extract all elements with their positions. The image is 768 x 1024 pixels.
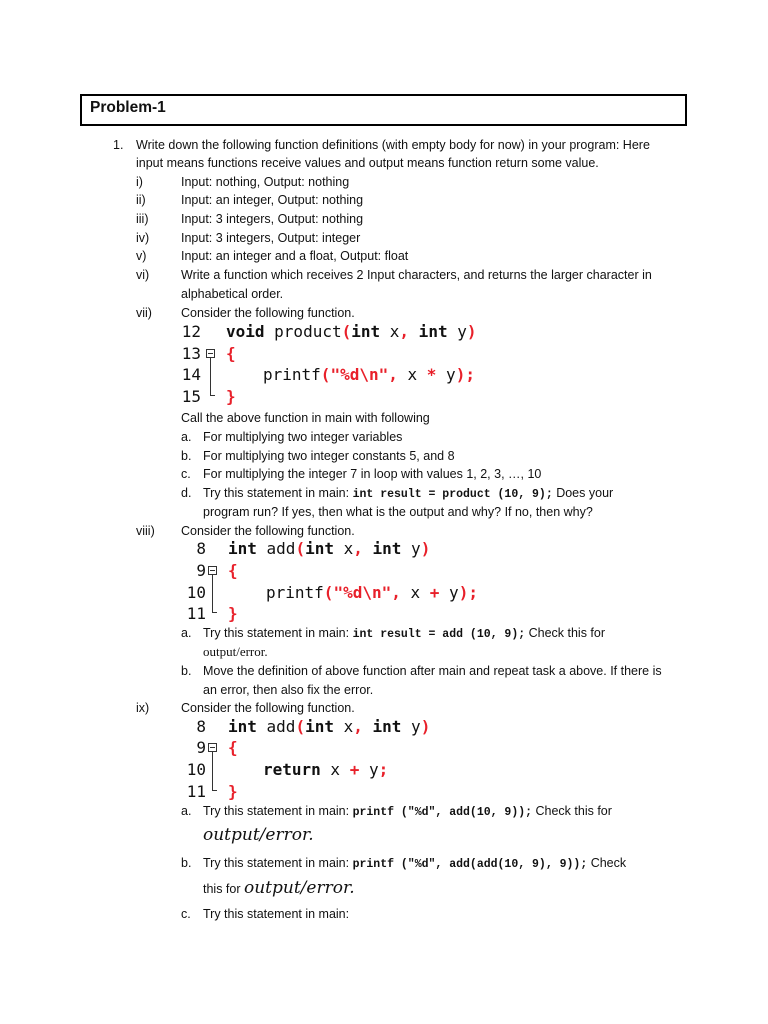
collapse-icon[interactable] xyxy=(208,566,217,575)
problem-title-box xyxy=(80,94,687,126)
item-num: ii) xyxy=(136,193,146,207)
collapse-icon[interactable] xyxy=(208,743,217,752)
sub-text: For multiplying two integer variables xyxy=(203,430,403,444)
item-num: iii) xyxy=(136,212,149,226)
sub-num: b. xyxy=(181,449,192,463)
fold-line xyxy=(210,358,211,395)
question-number: 1. xyxy=(113,138,124,152)
code-line: int add(int x, int y) xyxy=(228,717,431,736)
sub-text: Try this statement in main: printf ("%d", add(10, 9)); Check this for xyxy=(203,804,612,819)
sub-text: this for output/error. xyxy=(203,878,355,898)
sub-text-handwritten: output/error. xyxy=(203,825,314,845)
code-line: { xyxy=(228,561,238,580)
sub-num: a. xyxy=(181,626,192,640)
sub-text: Try this statement in main: int result = add (10, 9); Check this for xyxy=(203,626,606,641)
item-text: Consider the following function. xyxy=(181,524,355,538)
code-line: { xyxy=(228,738,238,757)
item-num: v) xyxy=(136,249,147,263)
line-number: 11 xyxy=(186,604,206,623)
fold-end xyxy=(212,790,217,791)
code-line: printf("%d\n", x * y); xyxy=(263,365,475,384)
problem-title: Problem-1 xyxy=(90,99,166,116)
sub-intro: Call the above function in main with following xyxy=(181,411,430,425)
item-num: i) xyxy=(136,175,143,189)
line-number: 8 xyxy=(196,539,206,558)
sub-text: program run? If yes, then what is the output and why? If no, then why? xyxy=(203,505,593,519)
line-number: 8 xyxy=(196,717,206,736)
sub-num: d. xyxy=(181,486,192,500)
item-text: Input: an integer, Output: nothing xyxy=(181,193,364,207)
item-num: iv) xyxy=(136,231,150,245)
sub-num: c. xyxy=(181,467,191,481)
code-line: } xyxy=(226,387,236,406)
item-num: vi) xyxy=(136,268,150,282)
sub-num: a. xyxy=(181,804,192,818)
code-line: { xyxy=(226,344,236,363)
question-text-line2: input means functions receive values and output means function return some value. xyxy=(136,156,599,170)
item-text: Consider the following function. xyxy=(181,701,355,715)
sub-num: a. xyxy=(181,430,192,444)
fold-end xyxy=(210,395,215,396)
item-num: vii) xyxy=(136,306,152,320)
line-number: 14 xyxy=(181,365,201,384)
code-line: } xyxy=(228,782,238,801)
line-number: 10 xyxy=(186,583,206,602)
code-line: return x + y; xyxy=(263,760,389,779)
item-text: alphabetical order. xyxy=(181,287,284,301)
sub-text: Try this statement in main: printf ("%d", add(add(10, 9), 9)); Check xyxy=(203,856,627,871)
fold-line xyxy=(212,752,213,790)
item-num: viii) xyxy=(136,524,155,538)
sub-text: Try this statement in main: xyxy=(203,907,350,921)
sub-num: c. xyxy=(181,907,191,921)
sub-text: Try this statement in main: int result = product (10, 9); Does your xyxy=(203,486,614,501)
item-text: Input: nothing, Output: nothing xyxy=(181,175,350,189)
code-line: printf("%d\n", x + y); xyxy=(266,583,478,602)
fold-end xyxy=(212,612,217,613)
question-text-line1: Write down the following function definitions (with empty body for now) in your program: Here xyxy=(136,138,650,152)
line-number: 10 xyxy=(186,760,206,779)
line-number: 15 xyxy=(181,387,201,406)
line-number: 9 xyxy=(196,738,206,757)
item-text: Consider the following function. xyxy=(181,306,355,320)
sub-text: For multiplying two integer constants 5, and 8 xyxy=(203,449,455,463)
sub-text: Move the definition of above function after main and repeat task a above. If there is xyxy=(203,664,662,678)
item-text: Input: 3 integers, Output: integer xyxy=(181,231,361,245)
fold-line xyxy=(212,575,213,612)
sub-text: For multiplying the integer 7 in loop with values 1, 2, 3, …, 10 xyxy=(203,467,542,481)
item-text: Input: 3 integers, Output: nothing xyxy=(181,212,364,226)
sub-num: b. xyxy=(181,856,192,870)
collapse-icon[interactable] xyxy=(206,349,215,358)
item-num: ix) xyxy=(136,701,150,715)
sub-num: b. xyxy=(181,664,192,678)
line-number: 11 xyxy=(186,782,206,801)
item-text: Write a function which receives 2 Input characters, and returns the larger character in xyxy=(181,268,652,282)
sub-text: output/error. xyxy=(203,644,268,659)
sub-text: an error, then also fix the error. xyxy=(203,683,374,697)
code-line: void product(int x, int y) xyxy=(226,322,477,341)
line-number: 12 xyxy=(181,322,201,341)
code-line: } xyxy=(228,604,238,623)
line-number: 13 xyxy=(181,344,201,363)
code-line: int add(int x, int y) xyxy=(228,539,431,558)
line-number: 9 xyxy=(196,561,206,580)
item-text: Input: an integer and a float, Output: float xyxy=(181,249,409,263)
